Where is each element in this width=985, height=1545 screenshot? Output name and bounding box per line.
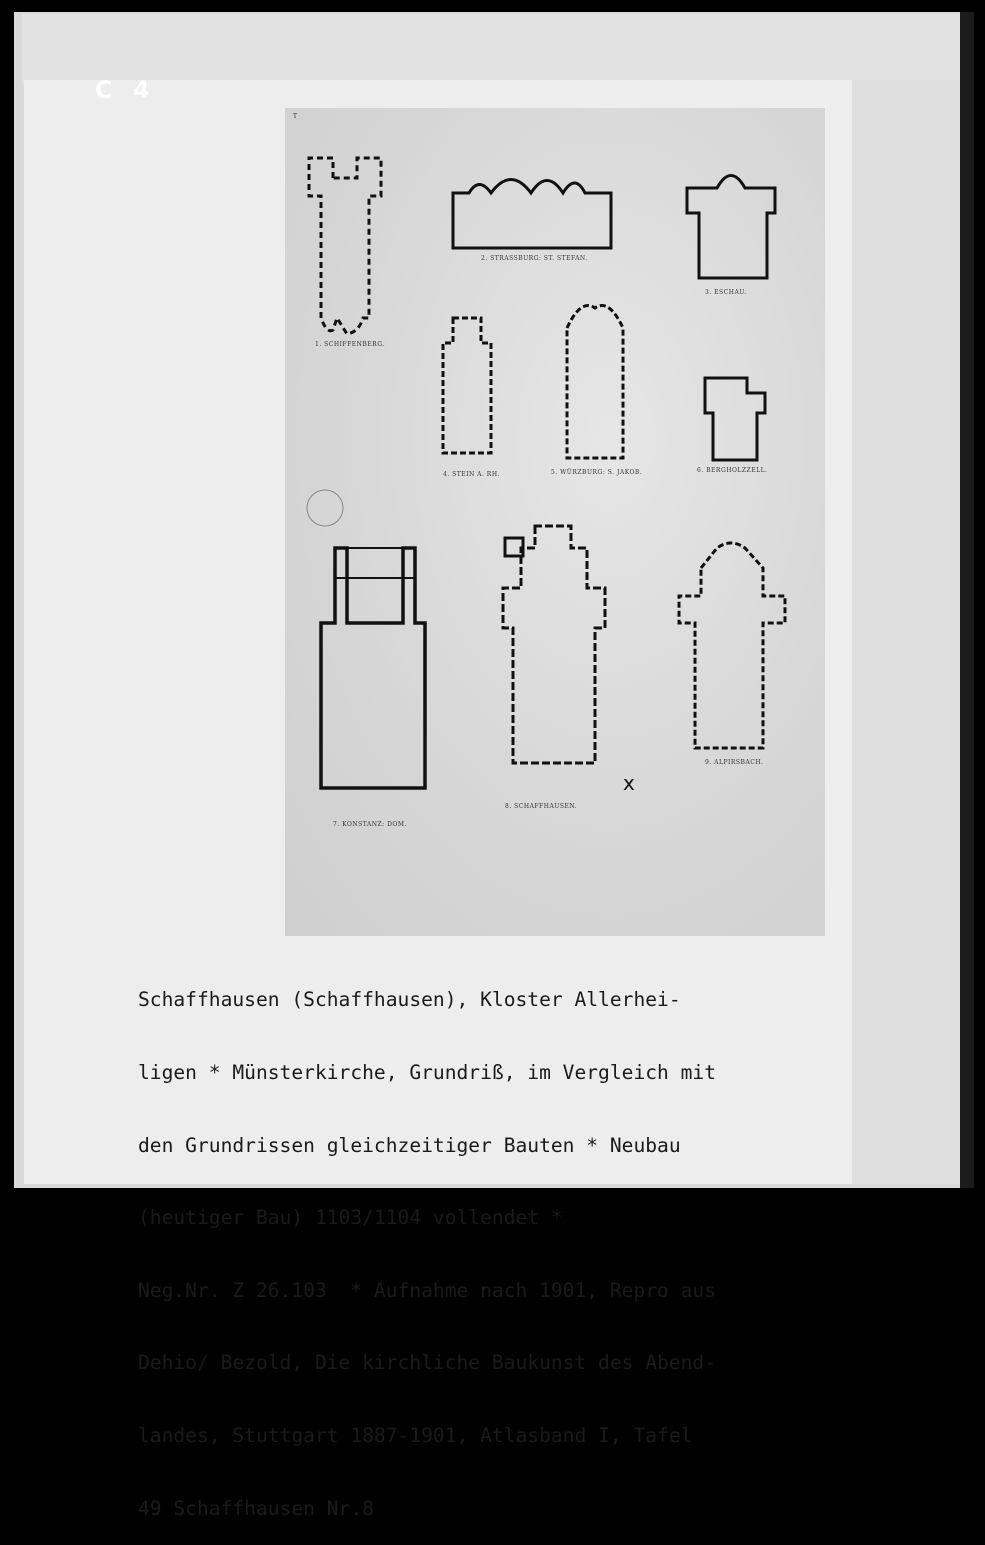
caption-line: (heutiger Bau) 1103/1104 vollendet * — [138, 1206, 563, 1230]
plan-bergholzzell — [705, 378, 765, 460]
right-border — [960, 12, 974, 1188]
figure-label-2: 2. STRASSBURG: ST. STEFAN. — [481, 255, 588, 262]
figure-label-5: 5. WÜRZBURG: S. JAKOB. — [551, 469, 643, 476]
caption-line: Dehio/ Bezold, Die kirchliche Baukunst des Abend- — [138, 1351, 717, 1375]
plan-stein — [443, 318, 491, 453]
plan-eschau — [687, 176, 775, 279]
figure-label-9: 9. ALPIRSBACH. — [705, 759, 764, 766]
figure-label-7: 7. KONSTANZ: DOM. — [333, 821, 407, 828]
caption-line: landes, Stuttgart 1887-1901, Atlasband I, Tafel — [138, 1423, 693, 1447]
top-strip — [22, 14, 962, 84]
caption-line: den Grundrissen gleichzeitiger Bauten * Neubau — [138, 1133, 681, 1157]
caption-line: 49 Schaffhausen Nr.8 — [138, 1496, 374, 1520]
figure-label-4: 4. STEIN A. RH. — [443, 471, 500, 478]
figure-label-6: 6. BERGHOLZZELL. — [697, 467, 768, 474]
plate-top-label: T — [293, 113, 298, 120]
figure-label-8: 8. SCHAFFHAUSEN. — [505, 803, 578, 810]
plan-alpirsbach — [679, 543, 785, 748]
plan-wuerzburg — [567, 306, 623, 459]
plan-konstanz — [307, 490, 425, 788]
floor-plan-plate — [285, 108, 825, 936]
card-label: C 4 — [95, 76, 156, 104]
caption-line: Schaffhausen (Schaffhausen), Kloster Allerhei- — [138, 988, 681, 1012]
floor-plans-drawing — [285, 108, 825, 936]
caption-block — [138, 940, 838, 1545]
figure-label-3: 3. ESCHAU. — [705, 289, 747, 296]
plan-schaffhausen — [503, 526, 605, 763]
caption-line: Neg.Nr. Z 26.103 * Aufnahme nach 1901, Repro aus — [138, 1278, 717, 1302]
caption-line: ligen * Münsterkirche, Grundriß, im Vergleich mit — [138, 1061, 717, 1084]
handwritten-mark: x — [623, 771, 635, 795]
right-edge — [852, 80, 960, 1184]
plan-strassburg — [453, 180, 611, 249]
plan-schiffenberg — [309, 158, 381, 334]
figure-label-1: 1. SCHIFFENBERG. — [315, 341, 385, 348]
